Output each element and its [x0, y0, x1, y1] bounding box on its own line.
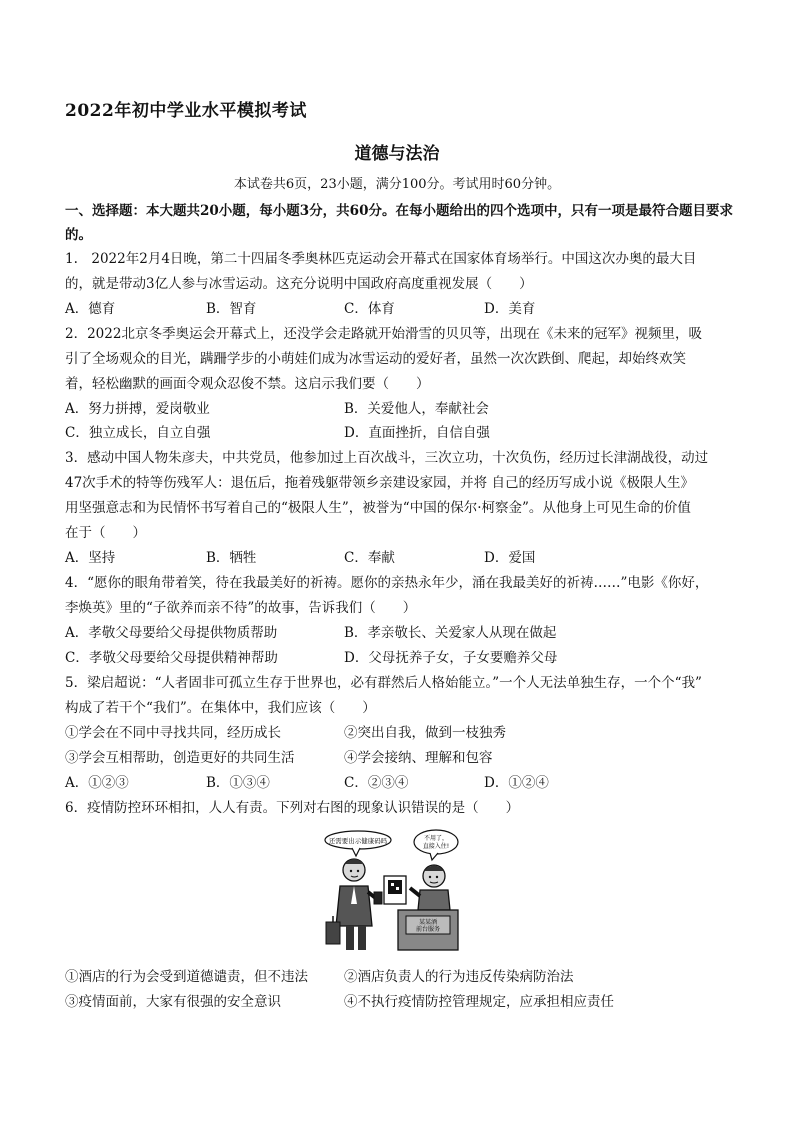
q3-line-1: 3．感动中国人物朱彦夫，中共党员，他参加过上百次战斗，三次立功，十次负伤，经历过长津湖战役，动过 [65, 450, 709, 466]
bubble-right-text-1: 不用了， [423, 835, 449, 842]
q1-line-1: 1. 2022年2月4日晚，第二十四届冬季奥林匹克运动会开幕式在国家体育场举行。中国这次办奥的最大目 [65, 251, 697, 267]
q5-option-d: D．①②④ [484, 775, 549, 791]
q3-option-c: C．奉献 [344, 550, 395, 566]
q5-statement-3: ③学会互相帮助，创造更好的共同生活 [65, 750, 295, 766]
q2-option-c: C．独立成长，自立自强 [65, 425, 211, 441]
q5-statement-4: ④学会接纳、理解和包容 [344, 750, 493, 766]
q1-option-d: D．美育 [484, 301, 536, 317]
q6-statement-2: ②酒店负责人的行为违反传染病防治法 [344, 969, 574, 985]
q4-option-b: B．孝亲敬长、关爱家人从现在做起 [344, 625, 557, 641]
q2-line-1: 2．2022北京冬季奥运会开幕式上，还没学会走路就开始滑雪的贝贝等，出现在《未来的冠军》视频里，吸 [65, 326, 702, 342]
desk-sign-line-1: 某某酒 [418, 919, 438, 926]
q2-option-a: A．努力拼搏，爱岗敬业 [65, 401, 210, 417]
q2-option-b: B．关爱他人，奉献社会 [344, 401, 489, 417]
q3-option-b: B．牺牲 [206, 550, 257, 566]
q5-statement-2: ②突出自我，做到一枝独秀 [344, 725, 506, 741]
q2-option-d: D．直面挫折，自信自强 [344, 425, 490, 441]
q6-statement-1: ①酒店的行为会受到道德谴责，但不违法 [65, 969, 308, 985]
q5-option-c: C．②③④ [344, 775, 409, 791]
q1-option-c: C．体育 [344, 301, 395, 317]
q2-line-2: 引了全场观众的目光，蹒跚学步的小萌娃们成为冰雪运动的爱好者，虽然一次次跌倒、爬起，却始终欢笑 [65, 351, 686, 367]
desk-sign-line-2: 前台服务 [415, 926, 441, 933]
q4-option-c: C．孝敬父母要给父母提供精神帮助 [65, 650, 278, 666]
exam-meta: 本试卷共6页，23小题，满分100分。考试用时60分钟。 [233, 177, 561, 192]
q6-cartoon [322, 826, 462, 954]
q5-option-b: B．①③④ [206, 775, 270, 791]
q1-line-2: 的，就是带动3亿人参与冰雪运动。这充分说明中国政府高度重视发展（ ） [65, 276, 533, 292]
q3-line-3: 用坚强意志和为民情怀书写着自己的“极限人生”，被誉为“中国的保尔·柯察金”。从他身上可见生命的价值 [65, 500, 691, 516]
q3-option-a: A．坚持 [65, 550, 116, 566]
q4-option-a: A．孝敬父母要给父母提供物质帮助 [65, 625, 278, 641]
q1-option-b: B．智育 [206, 301, 257, 317]
q5-line-2: 构成了若干个“我们”。在集体中，我们应该（ ） [65, 700, 376, 716]
q1-option-a: A．德育 [65, 301, 116, 317]
q3-option-d: D．爱国 [484, 550, 536, 566]
q6-line-1: 6．疫情防控环环相扣，人人有责。下列对右图的现象认识错误的是（ ） [65, 800, 520, 816]
q3-line-2: 47次手术的特等伤残军人：退伍后，拖着残躯带领乡亲建设家园，并将 自己的经历写成小说《极限人生》 [65, 475, 694, 491]
q6-statement-3: ③疫情面前，大家有很强的安全意识 [65, 994, 281, 1010]
q4-line-1: 4．“愿你的眼角带着笑，待在我最美好的祈祷。愿你的亲热永年少，涌在我最美好的祈祷……”电影《你好， [65, 575, 709, 591]
q5-line-1: 5．梁启超说：“人者固非可孤立生存于世界也，必有群然后人格始能立。”一个人无法单独生存，一个个“我” [65, 675, 702, 691]
q5-statement-1: ①学会在不同中寻找共同，经历成长 [65, 725, 281, 741]
section-heading: 一、选择题：本大题共20小题，每小题3分，共60分。在每小题给出的四个选项中，只有一项是最符合题目要求的。 [65, 203, 733, 243]
q4-option-d: D．父母抚养子女，子女要赡养父母 [344, 650, 558, 666]
exam-title: 2022年初中学业水平模拟考试 [65, 101, 307, 121]
bubble-right-text-2: 直接入住! [422, 843, 450, 850]
q6-statement-4: ④不执行疫情防控管理规定，应承担相应责任 [344, 994, 614, 1010]
q4-line-2: 李焕英》里的“子欲养而亲不待”的故事，告诉我们（ ） [65, 600, 417, 616]
subject-title: 道德与法治 [354, 144, 440, 164]
bubble-left-text: 还需要出示健康码吗 [328, 837, 388, 845]
q2-line-3: 着，轻松幽默的画面令观众忍俊不禁。这启示我们要（ ） [65, 376, 430, 392]
q5-option-a: A．①②③ [65, 775, 129, 791]
q3-line-4: 在于（ ） [65, 525, 146, 541]
